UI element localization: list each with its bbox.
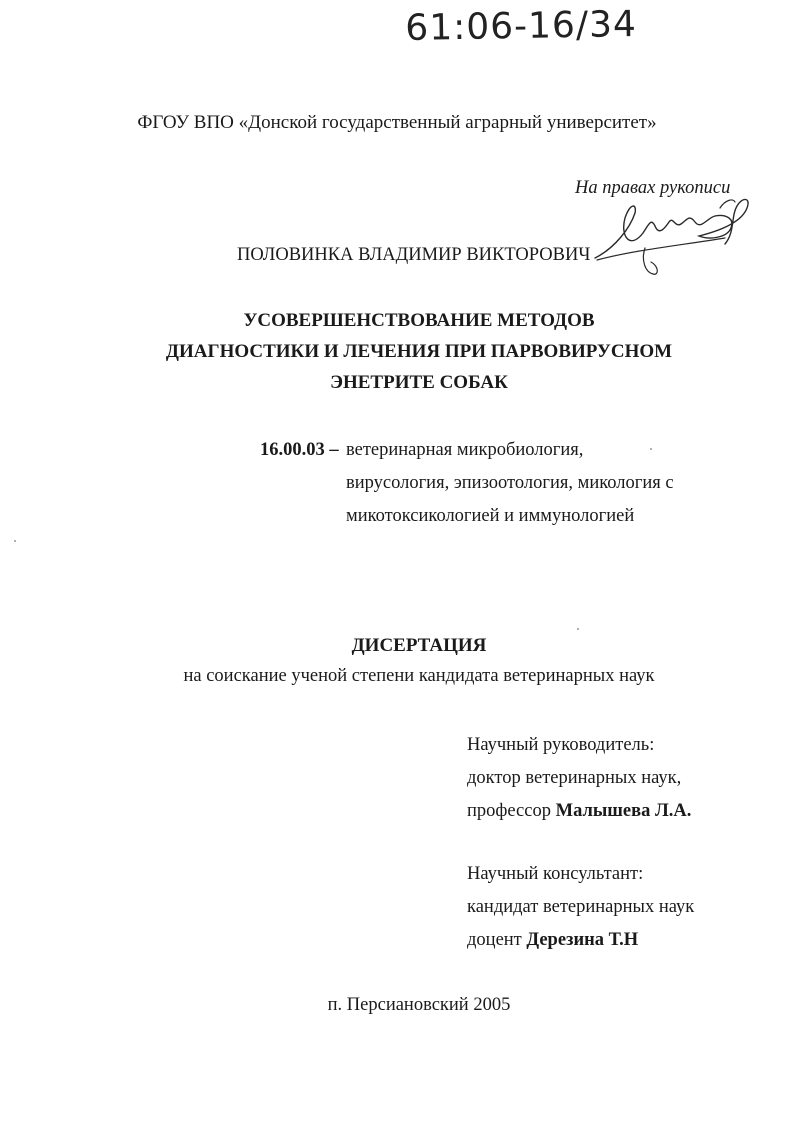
specialty-line-3: микотоксикологией и иммунологией bbox=[346, 506, 635, 526]
supervisor-line bbox=[467, 801, 691, 822]
title-line-3: ЭНЕТРИТЕ СОБАК bbox=[330, 372, 508, 393]
place-year: п. Персиановский 2005 bbox=[327, 995, 511, 1015]
signature-icon bbox=[575, 188, 765, 283]
specialty-code: 16.00.03 – bbox=[260, 440, 339, 460]
consultant-degree: кандидат ветеринарных наук bbox=[467, 897, 695, 917]
author-name: ПОЛОВИНКА ВЛАДИМИР ВИКТОРОВИЧ bbox=[237, 245, 591, 265]
document-purpose: на соискание ученой степени кандидата ветеринарных наук bbox=[183, 666, 655, 686]
archive-code: 61:06-16/34 bbox=[405, 3, 638, 49]
scan-speck bbox=[14, 540, 16, 542]
title-line-2: ДИАГНОСТИКИ И ЛЕЧЕНИЯ ПРИ ПАРВОВИРУСНОМ bbox=[165, 341, 673, 362]
specialty-line-1: ветеринарная микробиология, bbox=[346, 440, 584, 460]
consultant-position: доцент bbox=[467, 930, 522, 950]
organization: ФГОУ ВПО «Донской государственный аграрный университет» bbox=[137, 112, 657, 133]
title-line-1: УСОВЕРШЕНСТВОВАНИЕ МЕТОДОВ bbox=[243, 310, 595, 331]
consultant-name: Дерезина Т.Н bbox=[526, 930, 639, 950]
specialty-line-2: вирусология, эпизоотология, микология с bbox=[346, 473, 674, 493]
supervisor-position: профессор bbox=[467, 801, 551, 821]
consultant-line bbox=[467, 930, 638, 951]
document-type: ДИСЕРТАЦИЯ bbox=[351, 635, 487, 656]
supervisor-degree: доктор ветеринарных наук, bbox=[467, 768, 682, 788]
rights-notice: На правах рукописи bbox=[575, 178, 731, 198]
consultant-role: Научный консультант: bbox=[467, 864, 644, 884]
supervisor-role: Научный руководитель: bbox=[467, 735, 655, 755]
scan-speck bbox=[577, 628, 579, 630]
scan-speck bbox=[650, 448, 652, 450]
supervisor-name: Малышева Л.А. bbox=[555, 801, 692, 821]
